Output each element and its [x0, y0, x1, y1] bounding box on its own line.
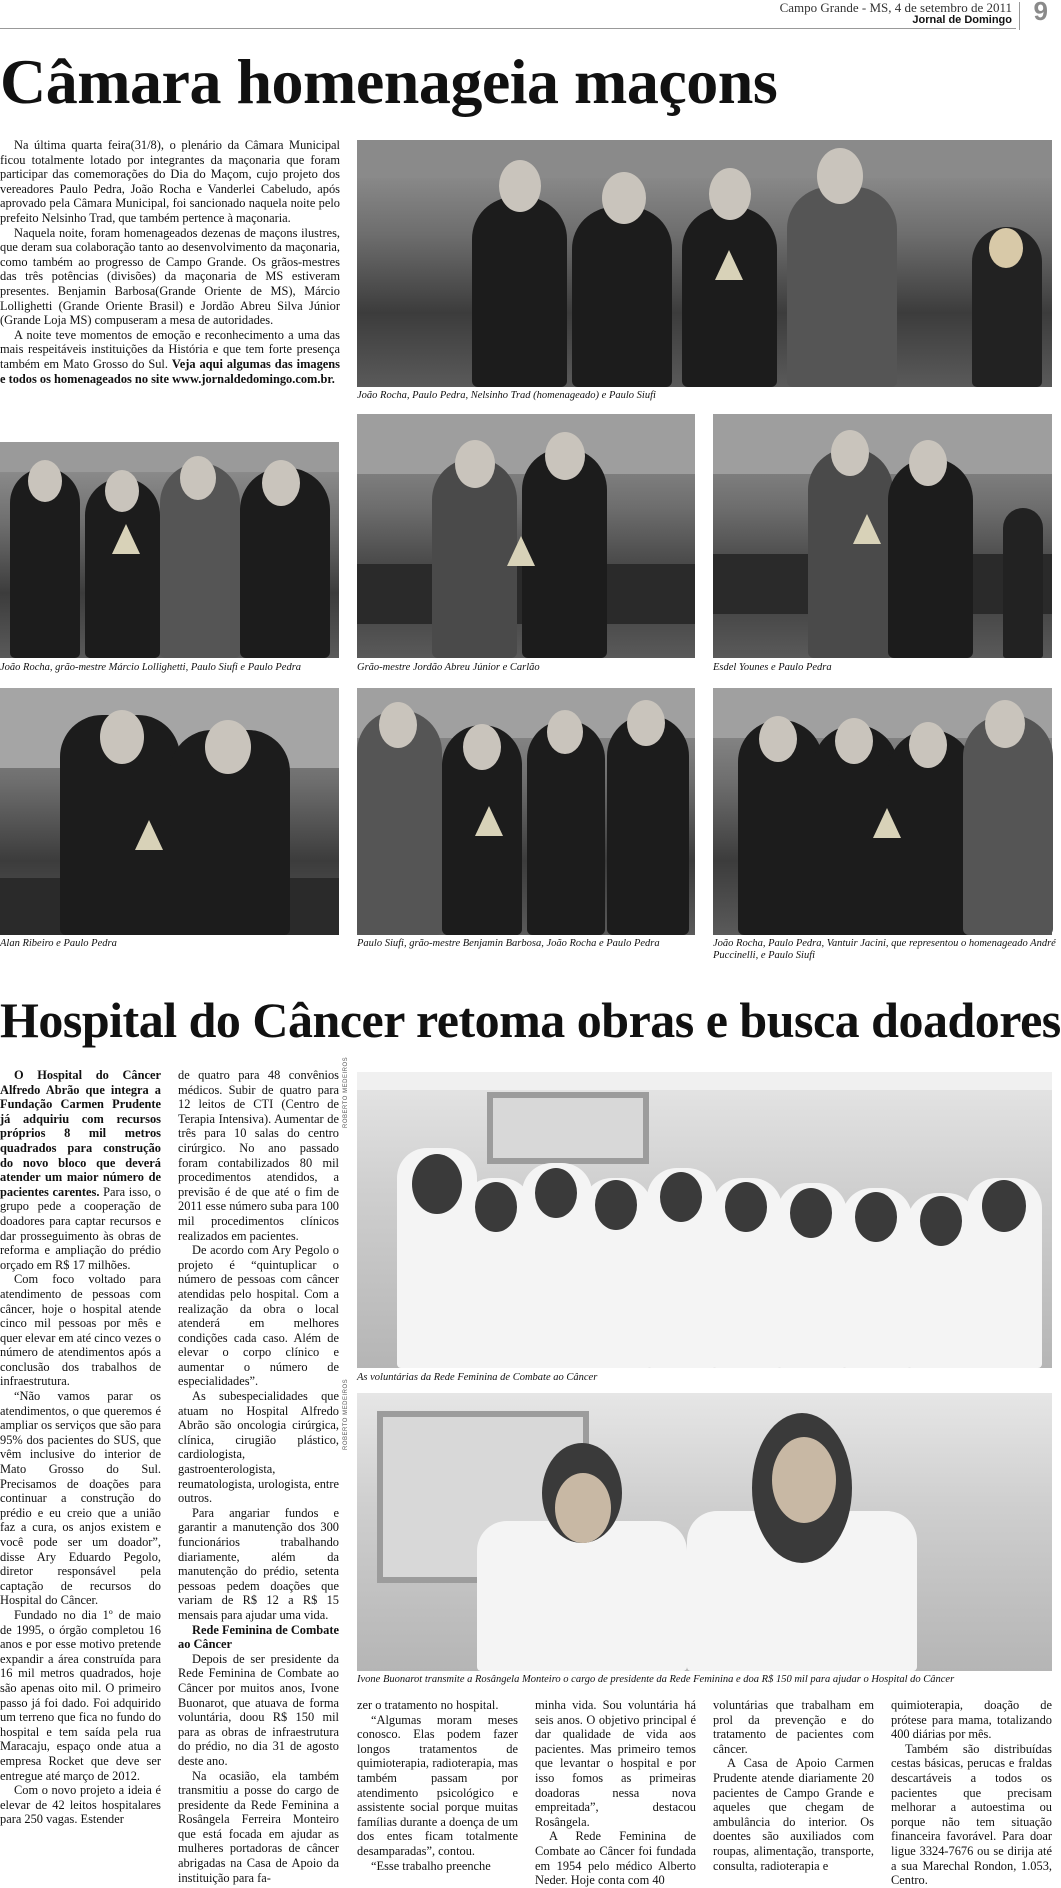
article2-column-1 [0, 1068, 161, 1878]
caption-row2-left: Alan Ribeiro e Paulo Pedra [0, 938, 117, 949]
caption-row1-right: Esdel Younes e Paulo Pedra [713, 662, 832, 673]
article2-paragraph: Na ocasião, ela também transmitiu a posse do cargo de presidente da Rede Feminina a Rosângela Ferreira Monteiro que está focada em ajudar as mulheres portadoras de câncer abrigadas na Casa de Apoio da instituição para fa- [178, 1768, 339, 1885]
article2-paragraph: minha vida. Sou voluntária há seis anos. O objetivo principal é dar qualidade de vida aos pacientes. Mas primeiro temos que levantar o hospital e por isso fomos as primeiras doadoras nessa nova empreitada”, destacou Rosângela. [535, 1698, 696, 1829]
article2-lead [0, 1068, 161, 1272]
article2-paragraph: “Não vamos parar os atendimentos, o que queremos é ampliar os serviços que são para 95% dos pacientes do SUS, que vêm inclusive do interior de Mato Grosso do Sul. Precisamos de doações para continuar a construção do prédio e eu creio que a união faz a cura, os anjos existem e você pode ser um doador”, disse Ary Eduardo Pegolo, diretor responsável pela captação de recursos do Hospital do Câncer. [0, 1389, 161, 1608]
article2-paragraph: A Rede Feminina de Combate ao Câncer foi fundada em 1954 pelo médico Alberto Neder. Hoje conta com 40 [535, 1829, 696, 1888]
article2-paragraph: “Esse trabalho preenche [371, 1858, 491, 1873]
photo-row1-middle [357, 414, 695, 658]
article2-paragraph: zer o tratamento no hospital. [357, 1698, 499, 1712]
article2-subheading: Rede Feminina de Combate ao Câncer [178, 1622, 339, 1652]
article2-column-2 [178, 1068, 339, 1885]
article2-column-6 [891, 1698, 1052, 1888]
header-rule [0, 28, 1016, 29]
article2-lead-bold: O Hospital do Câncer Alfredo Abrão que integra a Fundação Carmen Prudente já adquiriu com recursos próprios 8 mil metros quadrados para construção do novo bloco que deverá atender um maior número de pacientes carentes. [0, 1068, 161, 1199]
photo-row2-right [713, 688, 1052, 935]
photo-row2-middle [357, 688, 695, 935]
page-number: 9 [1033, 0, 1048, 26]
article2-column-3 [357, 1698, 518, 1878]
article2-paragraph: Com foco voltado para atendimento de pessoas com câncer, hoje o hospital atende cinco mil pessoas por mês e quer elevar em até cinco vezes o número de atendimentos após a conclusão dos trabalhos de infraestrutura. [0, 1272, 161, 1389]
article1-paragraph [0, 328, 340, 386]
article2-paragraph: Para angariar fundos e garantir a manutenção dos 300 funcionários trabalhando diariamente, além da manutenção do prédio, setenta pessoas pedem doações que variam de R$ 12 a R$ 15 mensais para ajudar uma vida. [178, 1505, 339, 1622]
photo-row1-right [713, 414, 1052, 658]
article2-paragraph: de quatro para 48 convênios médicos. Subir de quatro para 12 leitos de CTI (Centro de Terapia Intensiva). Aumentar de três para 10 salas do centro cirúrgico. No ano passado foram contabilizados 80 mil procedimentos atendidos, a previsão é de que até o fim de 2011 esse número suba para 100 mil procedimentos clínicos realizados em pacientes. [178, 1068, 339, 1243]
article1-paragraph: Naquela noite, foram homenageados dezenas de maçons ilustres, que deram sua colaboração tanto ao desenvolvimento da maçonaria, como também ao progresso de Campo Grande. Os grãos-mestres das três potências (divisões) da maçonaria de MS estiveram presentes. Benjamin Barbosa(Grande Oriente de MS), Márcio Lollighetti (Grande Oriente Brasil) e Jordão Abreu Silva Júnior (Grande Loja MS) compuseram a mesa de autoridades. [0, 225, 340, 328]
photo-credit-group: ROBERTO MEDEIROS [343, 1056, 349, 1128]
article2-lead-rest: Para isso, o grupo pede a cooperação de doadores para captar recursos e dar prosseguimento às obras de reforma e ampliação do prédio orçado em R$ 17 milhões. [0, 1184, 161, 1272]
caption-row1-left: João Rocha, grão-mestre Márcio Lollighetti, Paulo Siufi e Paulo Pedra [0, 662, 302, 673]
article1-headline: Câmara homenageia maçons [0, 46, 778, 117]
article2-paragraph: quimioterapia, doação de prótese para mama, totalizando 400 diárias por mês. [891, 1698, 1052, 1742]
caption-row2-middle: Paulo Siufi, grão-mestre Benjamin Barbosa, João Rocha e Paulo Pedra [357, 938, 660, 949]
article2-column-4 [535, 1698, 696, 1888]
article2-paragraph: Fundado no dia 1º de maio de 1995, o órgão completou 16 anos e por esse motivo pretende expandir a área construída para 16 mil metros quadrados, hoje são apenas oito mil. O primeiro passo já foi dado. Foi adquirido um terreno que fica no fundo do hospital e tem saída pela rua Maracaju, espaço onde atua a empresa Rocket que deve ser entregue até março de 2012. [0, 1607, 161, 1783]
header-date: Campo Grande - MS, 4 de setembro de 2011 [779, 0, 1012, 15]
article2-paragraph: Também são distribuídas cestas básicas, perucas e fraldas descartáveis a todos os pacientes que precisam melhorar a autoestima ou porque não tem situação financeira favorável. Para doar ligue 3324-7676 ou se dirija até a sua Marechal Rondon, 1.053, Centro. [891, 1741, 1052, 1888]
photo-row1-left [0, 442, 339, 658]
header-paper-name: Jornal de Domingo [912, 14, 1012, 26]
photo-row2-left [0, 688, 339, 935]
article1-paragraph: Na última quarta feira(31/8), o plenário da Câmara Municipal ficou totalmente lotado por integrantes da maçonaria que foram participar das comemorações do Dia do Maçom, cujo projeto dos vereadores Paulo Pedra, João Rocha e Vanderlei Cabeludo, após aprovado pela Câmara Municipal, foi sancionado naquela noite pelo prefeito Nelsinho Trad, que também pertence à maçonaria. [0, 138, 340, 225]
photo-volunteers-group [357, 1072, 1052, 1368]
article1-paragraph-text: A noite teve momentos de emoção e reconhecimento a uma das mais respeitáveis instituições da História e que tem forte presença também em Mato Grosso do Sul. [0, 327, 340, 371]
caption-row2-right-line1: João Rocha, Paulo Pedra, Vantuir Jacini, que representou o homenageado André [713, 938, 1056, 949]
article2-paragraph: “Algumas moram meses conosco. Elas podem fazer longos tratamentos de quimioterapia, radioterapia, mas também passam por atendimento psicológico e assistente social porque muitas famílias durante a doença de um dos entes ficam totalmente desamparadas”, contou. [357, 1712, 518, 1858]
article2-headline: Hospital do Câncer retoma obras e busca doadores [0, 992, 1061, 1048]
photo-presidency-handover [357, 1393, 1052, 1671]
article2-paragraph: As subespecialidades que atuam no Hospital Alfredo Abrão são oncologia cirúrgica, clínica, cirugião plástico, cardiologista, gastroenterologista, reumatologista, urologista, entre outros. [178, 1389, 339, 1506]
article2-paragraph: De acordo com Ary Pegolo o projeto é “quintuplicar o número de pessoas com câncer atendidas pelo hospital. Com a realização da obra o local atenderá em melhores condições cada caso. Além de elevar o corpo clínico e aumentar o número de especialidades”. [178, 1243, 339, 1389]
article2-paragraph: Depois de ser presidente da Rede Feminina de Combate ao Câncer por muitos anos, Ivone Buonarot, que atuava de forma voluntária, doou R$ 150 mil para as obras de infraestrutura do prédio, no dia 31 de agosto deste ano. [178, 1651, 339, 1768]
photo-credit-duo: ROBERTO MEDEIROS [343, 1378, 349, 1450]
caption-row2-right-line2: Puccinelli, e Paulo Siufi [713, 950, 816, 961]
article2-column-5 [713, 1698, 874, 1878]
photo-main-award [357, 140, 1052, 387]
caption-main-award: João Rocha, Paulo Pedra, Nelsinho Trad (homenageado) e Paulo Siufi [357, 390, 656, 401]
header-divider [1019, 2, 1020, 30]
caption-row1-middle: Grão-mestre Jordão Abreu Júnior e Carlão [357, 662, 540, 673]
article1-body [0, 138, 340, 438]
article2-paragraph: A Casa de Apoio Carmen Prudente atende diariamente 20 pacientes de Campo Grande e aqueles que chegam de ambulância do interior. Os doentes são auxiliados com roupas, alimentação, transporte, consulta, radioterapia e [713, 1756, 874, 1873]
caption-volunteers-group: As voluntárias da Rede Feminina de Combate ao Câncer [357, 1372, 598, 1383]
caption-presidency-handover: Ivone Buonarot transmite a Rosângela Monteiro o cargo de presidente da Rede Feminina e doa R$ 150 mil para ajudar o Hospital do Câncer [357, 1674, 955, 1685]
article2-paragraph: Com o novo projeto a ideia é elevar de 42 leitos hospitalares para 250 vagas. Estender [0, 1783, 161, 1827]
article2-paragraph: voluntárias que trabalham em prol da prevenção e do tratamento de pacientes com câncer. [713, 1698, 874, 1756]
article1-site-callout: Veja aqui algumas das imagens e todos os homenageados no site www.jornaldedomingo.com.br. [0, 356, 341, 386]
